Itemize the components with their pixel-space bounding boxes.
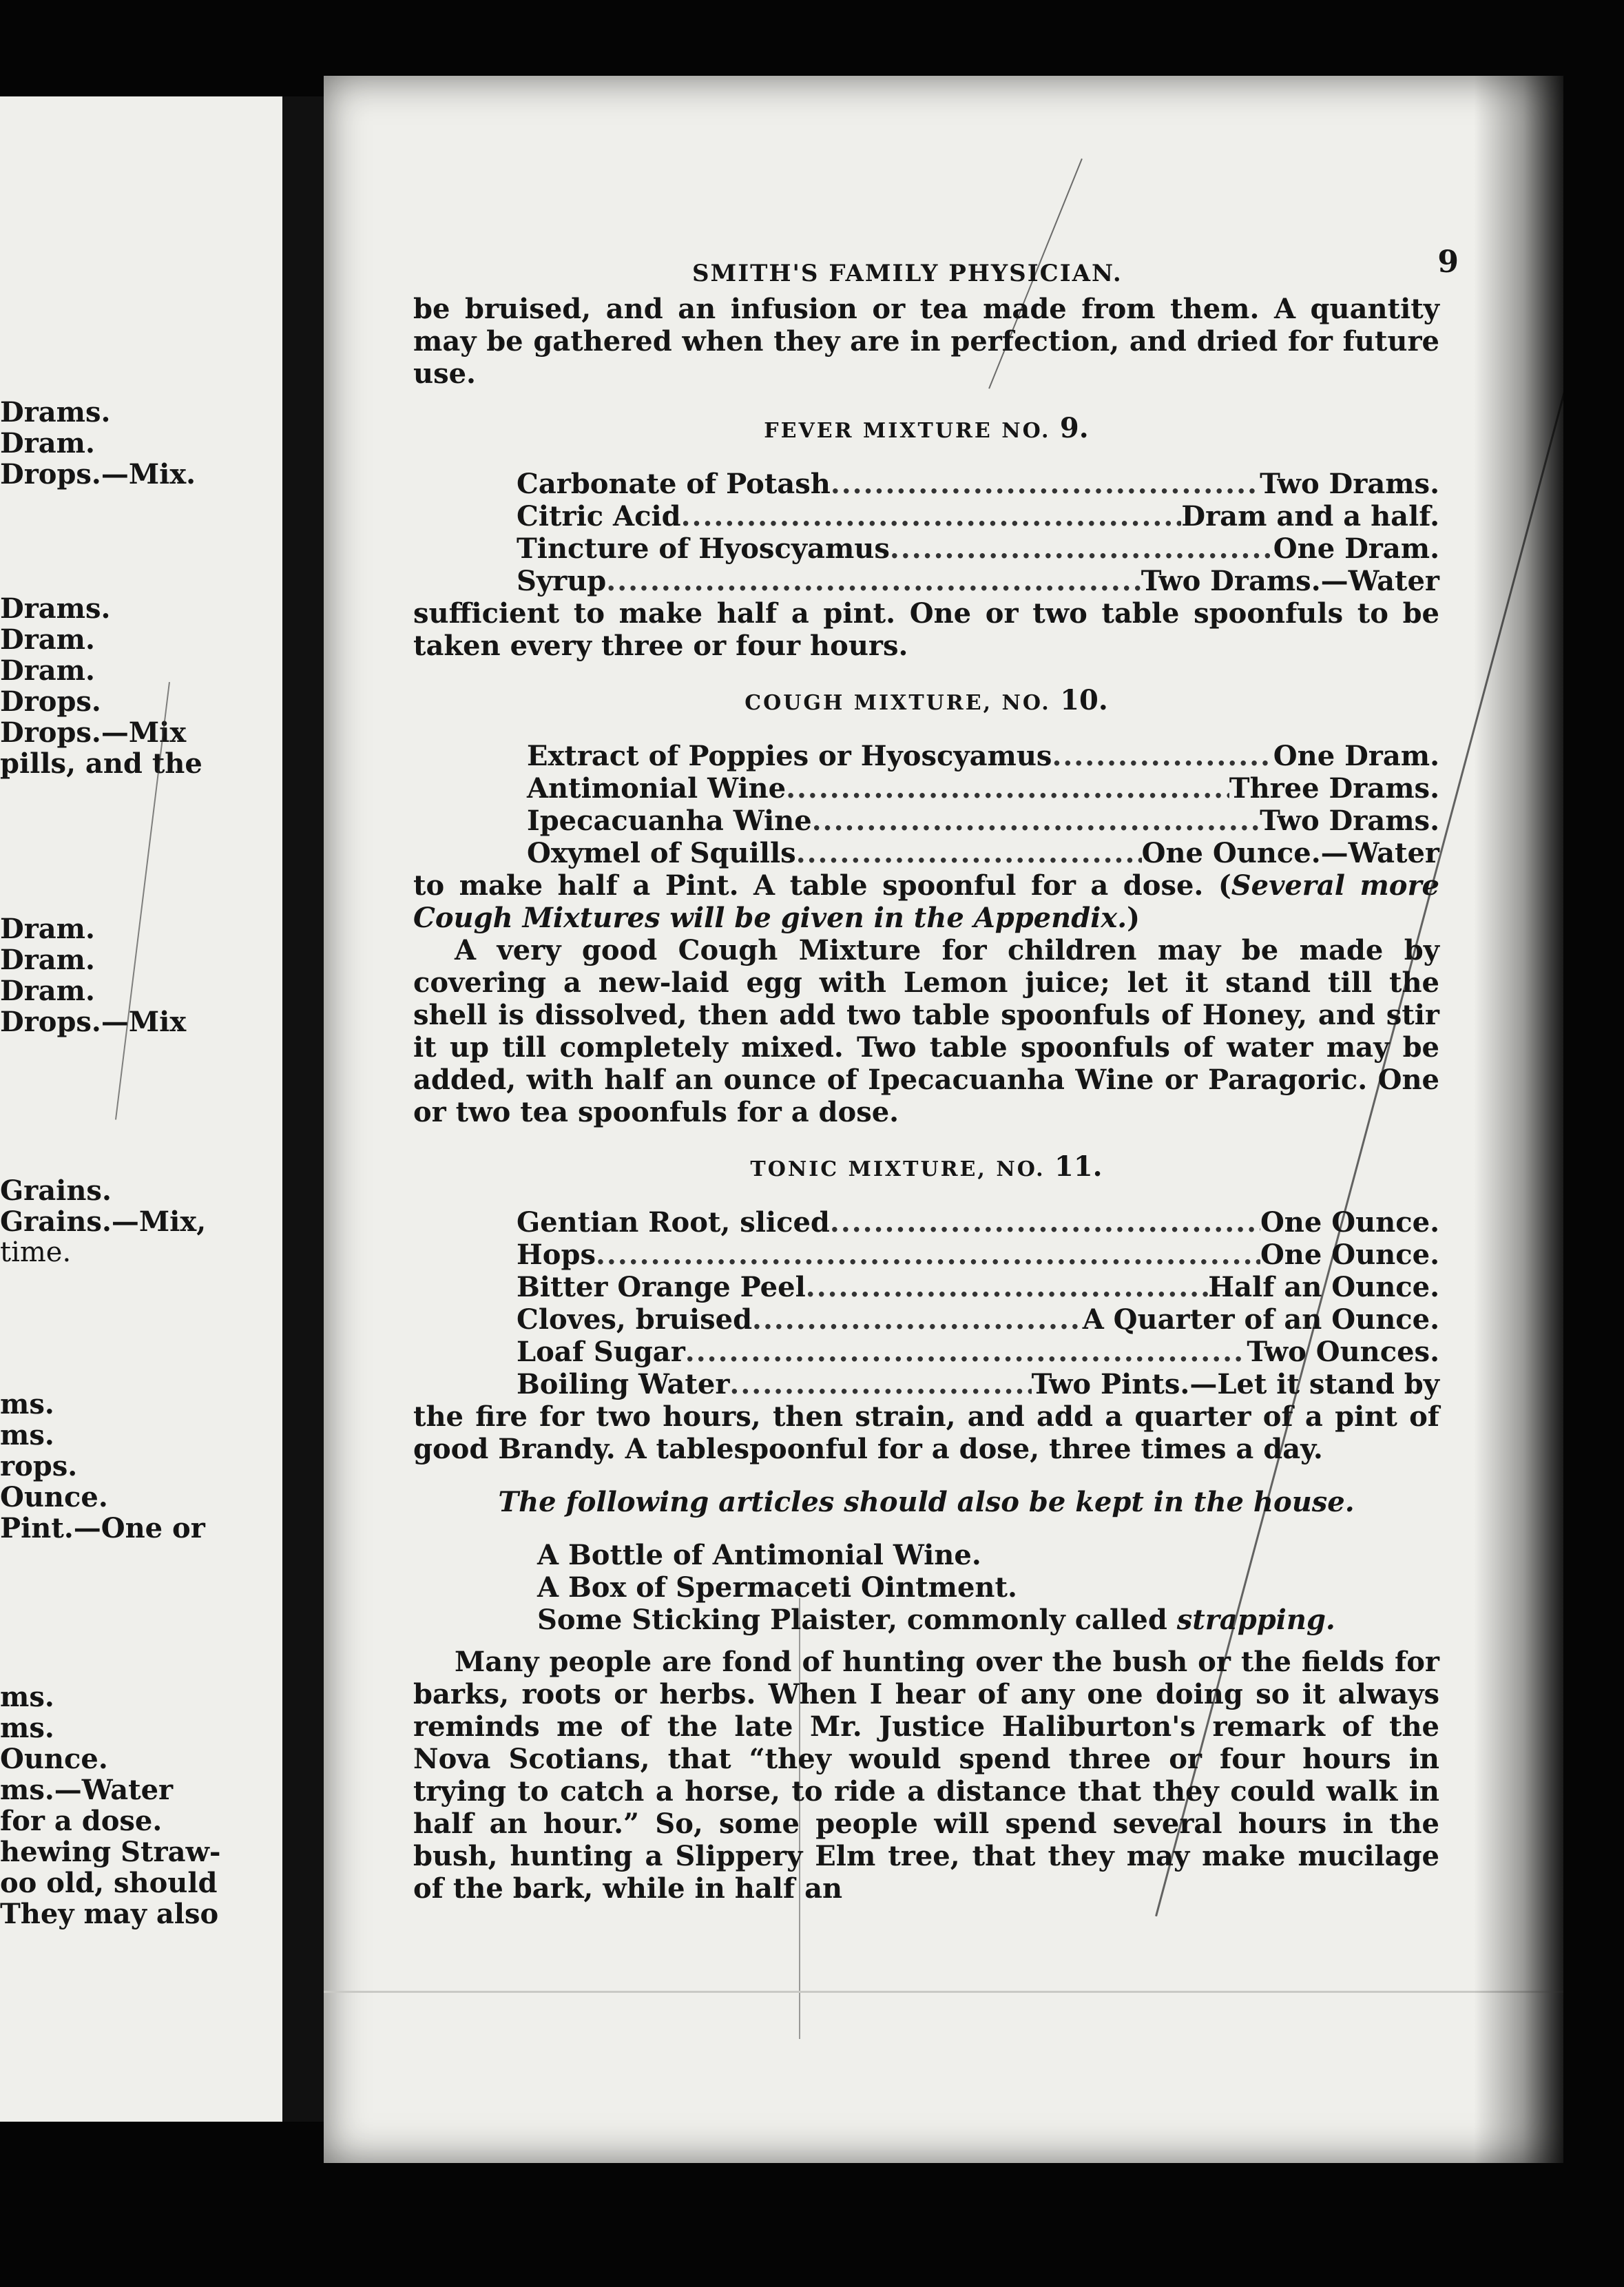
recipe-row: Citric Acid ..... Dram and a half. (517, 500, 1439, 532)
left-fragment: Dram. (0, 944, 95, 976)
recipe-row: Syrup ..... Two Drams.—Water (517, 565, 1439, 597)
section-heading-cough: COUGH MIXTURE, NO. 10. (745, 684, 1108, 716)
left-fragment: ms. (0, 1388, 54, 1420)
book-spine (282, 96, 324, 2122)
recipe-row: Loaf Sugar ..... Two Ounces. (517, 1336, 1439, 1368)
left-page (0, 96, 313, 2122)
recipe-row: Extract of Poppies or Hyoscyamus ..... One Dram. (527, 740, 1439, 772)
left-fragment: Drops.—Mix (0, 716, 187, 749)
cough-directions: to make half a Pint. A table spoonful for a dose. (Several more Cough Mixtures will be given in the Appendix.) (413, 869, 1439, 934)
left-fragment: Pint.—One or (0, 1512, 205, 1544)
scan-line (324, 1991, 1563, 1993)
left-fragment: ms. (0, 1681, 54, 1713)
recipe-row: Cloves, bruised ..... A Quarter of an Ounce. (517, 1303, 1439, 1336)
page-shadow (1474, 76, 1563, 2163)
recipe-row: Carbonate of Potash ..... Two Drams. (517, 468, 1439, 500)
page-content (413, 245, 1460, 1905)
left-fragment: for a dose. (0, 1805, 163, 1837)
fever-directions: sufficient to make half a pint. One or two table spoonfuls to be taken every three or four hours. (413, 597, 1439, 662)
left-fragment: Drams. (0, 592, 111, 625)
tonic-directions: the fire for two hours, then strain, and add a quarter of a pint of good Brandy. A tablespoonful for a dose, three times a day. (413, 1400, 1439, 1465)
right-page (324, 76, 1563, 2163)
intro-paragraph: be bruised, and an infusion or tea made from them. A quantity may be gathered when they are in perfection, and dried for future use. (413, 293, 1439, 390)
left-fragment: Grains.—Mix, (0, 1205, 207, 1238)
left-fragment: Drams. (0, 396, 111, 428)
closing-paragraph: Many people are fond of hunting over the bush or the fields for barks, roots or herbs. When I hear of any one doing so it always reminds me of the late Mr. Justice Haliburton's remark of the Nova Scotians, that “they would spend three or four hours in trying to catch a horse, to ride a distance that they could walk in half an hour.” So, some people will spend several hours in the bush, hunting a Slippery Elm tree, that they may make mucilage of the bark, while in half an (413, 1646, 1439, 1905)
left-fragment: Dram. (0, 623, 95, 656)
section-heading-tonic: TONIC MIXTURE, NO. 11. (750, 1150, 1103, 1183)
recipe-row: Oxymel of Squills ..... One Ounce.—Water (527, 837, 1439, 869)
recipe-row: Antimonial Wine ..... Three Drams. (527, 772, 1439, 805)
recipe-row: Ipecacuanha Wine ..... Two Drams. (527, 805, 1439, 837)
left-fragment: pills, and the (0, 747, 202, 780)
left-fragment: Ounce. (0, 1743, 108, 1775)
article-item: A Bottle of Antimonial Wine. (537, 1539, 981, 1571)
left-fragment: hewing Straw- (0, 1836, 221, 1868)
article-item: Some Sticking Plaister, commonly called strapping. (537, 1604, 1335, 1636)
recipe-row: Bitter Orange Peel ..... Half an Ounce. (517, 1271, 1439, 1303)
recipe-list-tonic (517, 1206, 1439, 1400)
articles-list (537, 1539, 1439, 1636)
left-fragment: Dram. (0, 975, 95, 1007)
running-title: SMITH'S FAMILY PHYSICIAN. (692, 260, 1123, 287)
recipe-list-cough (527, 740, 1439, 869)
left-fragment: Drops. (0, 685, 101, 718)
left-fragment: Drops.—Mix. (0, 458, 196, 490)
left-fragment: Grains. (0, 1174, 112, 1207)
recipe-row: Gentian Root, sliced ..... One Ounce. (517, 1206, 1439, 1239)
section-heading-fever: FEVER MIXTURE NO. 9. (764, 412, 1089, 444)
cough-egg-paragraph: A very good Cough Mixture for children may be made by covering a new-laid egg with Lemon juice; let it stand till the shell is dissolved, then add two table spoonfuls of Honey, and stir it up till completely mixed. Two table spoonfuls of water may be added, with half an ounce of Ipecacuanha Wine or Paragoric. One or two tea spoonfuls for a dose. (413, 934, 1439, 1128)
left-fragment: Dram. (0, 427, 95, 459)
recipe-row: Hops ..... One Ounce. (517, 1239, 1439, 1271)
left-fragment: Drops.—Mix (0, 1006, 187, 1038)
left-fragment: time. (0, 1236, 72, 1268)
left-fragment: Dram. (0, 654, 95, 687)
recipe-list-fever (517, 468, 1439, 597)
left-fragment: rops. (0, 1450, 78, 1482)
recipe-row: Boiling Water ..... Two Pints.—Let it stand by (517, 1368, 1439, 1400)
articles-note: The following articles should also be kept in the house. (498, 1486, 1355, 1518)
left-fragment: ms.—Water (0, 1774, 174, 1806)
left-fragment: ms. (0, 1419, 54, 1451)
page-number: 9 (1437, 245, 1460, 280)
left-fragment: oo old, should (0, 1867, 218, 1899)
left-fragment: Dram. (0, 913, 95, 945)
recipe-row: Tincture of Hyoscyamus ..... One Dram. (517, 532, 1439, 565)
article-item: A Box of Spermaceti Ointment. (537, 1571, 1017, 1604)
left-fragment: ms. (0, 1712, 54, 1744)
left-fragment: Ounce. (0, 1481, 108, 1513)
left-fragment: They may also (0, 1898, 219, 1930)
running-header (413, 245, 1460, 293)
